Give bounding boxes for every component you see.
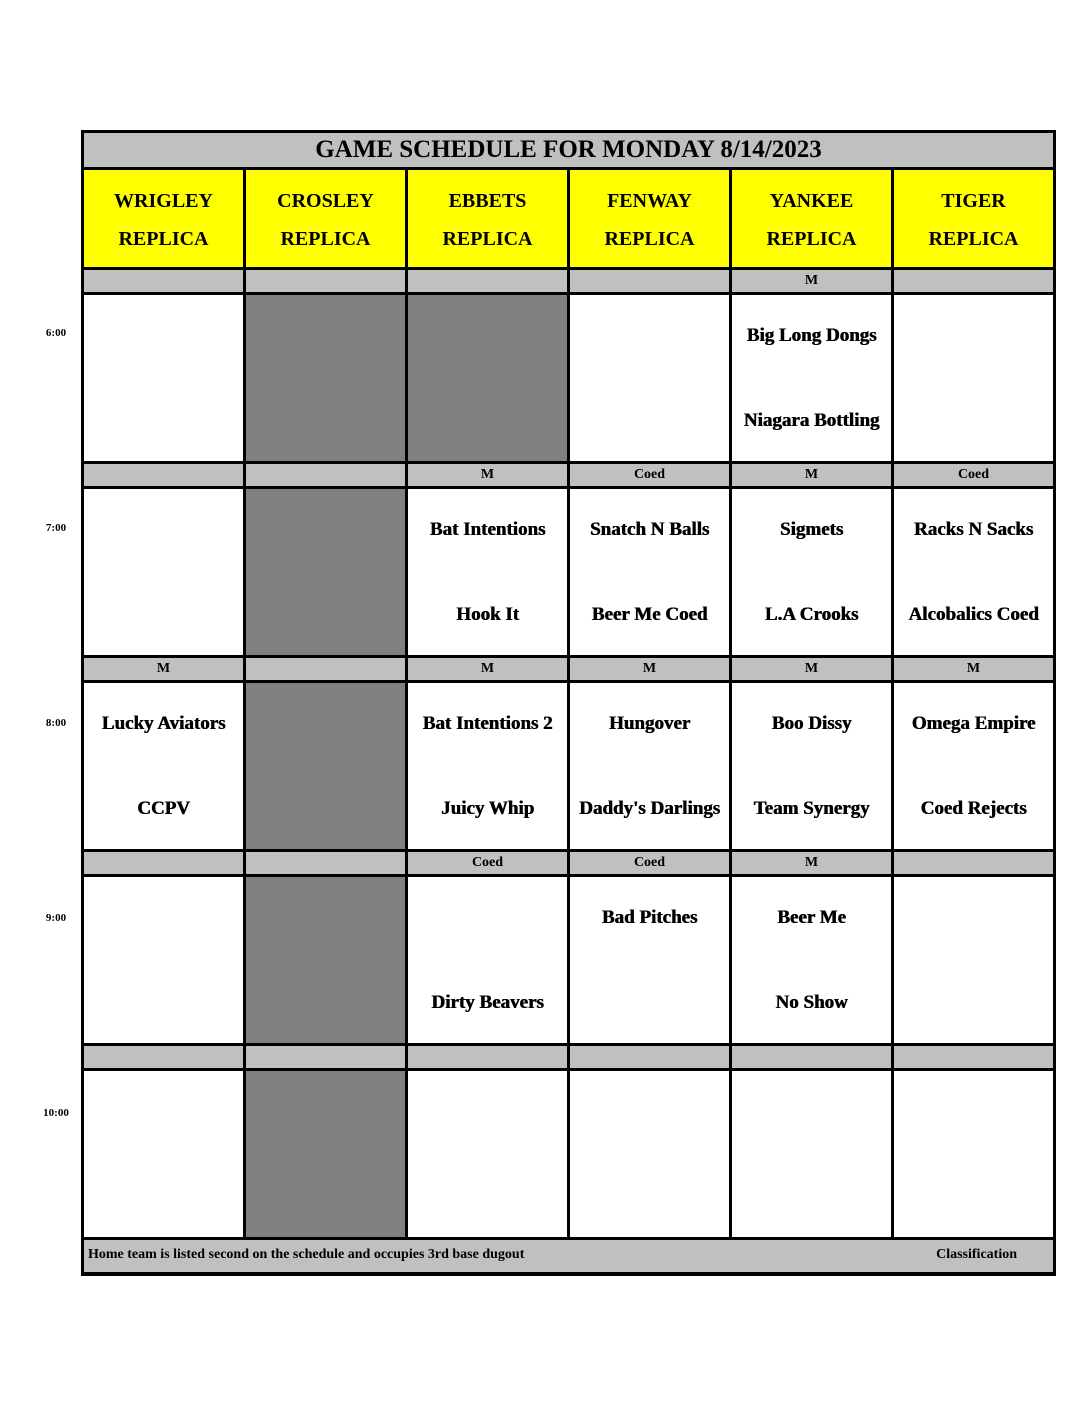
game-slot <box>894 295 1053 461</box>
classification-cell <box>570 1046 729 1068</box>
field-subname: REPLICA <box>442 228 533 250</box>
field-header-tiger <box>894 170 1053 267</box>
classification-cell <box>246 270 405 292</box>
classification-cell: M <box>732 270 891 292</box>
game-slot <box>894 877 1053 1043</box>
classification-cell <box>732 1046 891 1068</box>
home-team: CCPV <box>137 798 190 819</box>
game-slot <box>732 295 891 461</box>
classification-cell <box>894 1046 1053 1068</box>
classification-cell <box>84 270 243 292</box>
game-slot <box>732 1071 891 1237</box>
game-slot <box>732 683 891 849</box>
game-slot <box>570 1071 729 1237</box>
game-slot <box>408 1071 567 1237</box>
game-slot <box>570 683 729 849</box>
field-subname: REPLICA <box>118 228 209 250</box>
game-slot-unavailable <box>246 877 405 1043</box>
game-slot-unavailable <box>408 295 567 461</box>
away-team: Boo Dissy <box>771 713 852 734</box>
classification-cell <box>246 464 405 486</box>
classification-cell <box>84 464 243 486</box>
game-slot <box>84 295 243 461</box>
home-team: Juicy Whip <box>440 798 535 819</box>
home-team: Alcobalics Coed <box>908 604 1039 625</box>
schedule-title: GAME SCHEDULE FOR MONDAY 8/14/2023 <box>84 133 1053 167</box>
away-team: Racks N Sacks <box>913 519 1034 540</box>
game-slot <box>570 489 729 655</box>
game-slot <box>408 683 567 849</box>
time-label-8: 8:00 <box>45 717 67 729</box>
home-team: Niagara Bottling <box>743 410 880 431</box>
classification-legend: Classification <box>936 1247 1017 1262</box>
classification-cell <box>408 270 567 292</box>
classification-cell: M <box>732 658 891 680</box>
time-label-6: 6:00 <box>45 327 67 339</box>
field-header-crosley <box>246 170 405 267</box>
classification-cell <box>84 1046 243 1068</box>
time-label-10: 10:00 <box>43 1107 69 1119</box>
classification-cell: M <box>894 658 1053 680</box>
game-slot <box>84 489 243 655</box>
away-team: Omega Empire <box>911 713 1036 734</box>
classification-cell: M <box>408 464 567 486</box>
classification-cell: Coed <box>570 464 729 486</box>
field-header-wrigley <box>84 170 243 267</box>
classification-cell <box>246 1046 405 1068</box>
game-slot <box>894 1071 1053 1237</box>
away-team: Snatch N Balls <box>589 519 710 540</box>
classification-cell <box>894 270 1053 292</box>
game-slot <box>84 1071 243 1237</box>
field-name: CROSLEY <box>277 190 374 212</box>
home-team: Beer Me Coed <box>591 604 708 625</box>
field-header-ebbets <box>408 170 567 267</box>
away-team: Bat Intentions <box>429 519 546 540</box>
game-slot <box>732 489 891 655</box>
classification-cell: M <box>84 658 243 680</box>
classification-cell <box>246 852 405 874</box>
home-team: Daddy's Darlings <box>579 798 720 819</box>
field-subname: REPLICA <box>280 228 371 250</box>
field-subname: REPLICA <box>766 228 857 250</box>
game-slot <box>732 877 891 1043</box>
away-team: Beer Me <box>777 907 846 928</box>
classification-cell: Coed <box>570 852 729 874</box>
away-team: Bat Intentions 2 <box>422 713 553 734</box>
home-team: Dirty Beavers <box>431 992 544 1013</box>
classification-cell: M <box>732 852 891 874</box>
classification-cell: M <box>570 658 729 680</box>
field-name: WRIGLEY <box>114 190 213 212</box>
home-team-note: Home team is listed second on the schedule and occupies 3rd base dugout <box>88 1247 525 1262</box>
game-slot <box>408 877 567 1043</box>
classification-cell <box>84 852 243 874</box>
classification-cell: Coed <box>894 464 1053 486</box>
classification-cell <box>570 270 729 292</box>
field-name: TIGER <box>941 190 1006 212</box>
home-team: L.A Crooks <box>764 604 859 625</box>
classification-cell <box>894 852 1053 874</box>
field-name: FENWAY <box>607 190 692 212</box>
away-team: Big Long Dongs <box>746 325 877 346</box>
game-slot-unavailable <box>246 683 405 849</box>
schedule-table <box>81 130 1056 1276</box>
field-subname: REPLICA <box>604 228 695 250</box>
game-slot-unavailable <box>246 1071 405 1237</box>
field-name: EBBETS <box>448 190 527 212</box>
game-slot <box>408 489 567 655</box>
away-team: Hungover <box>608 713 691 734</box>
classification-cell <box>246 658 405 680</box>
game-slot <box>894 489 1053 655</box>
time-label-7: 7:00 <box>45 522 67 534</box>
time-label-9: 9:00 <box>45 912 67 924</box>
away-team: Sigmets <box>779 519 844 540</box>
field-name: YANKEE <box>769 190 854 212</box>
field-header-fenway <box>570 170 729 267</box>
classification-cell: M <box>408 658 567 680</box>
home-team: No Show <box>775 992 848 1013</box>
classification-cell <box>408 1046 567 1068</box>
game-slot <box>84 683 243 849</box>
home-team: Coed Rejects <box>920 798 1027 819</box>
game-slot-unavailable <box>246 295 405 461</box>
game-slot <box>570 295 729 461</box>
home-team: Team Synergy <box>753 798 870 819</box>
field-subname: REPLICA <box>928 228 1019 250</box>
schedule-footer <box>84 1240 1053 1272</box>
away-team: Lucky Aviators <box>101 713 226 734</box>
classification-cell: M <box>732 464 891 486</box>
game-slot-unavailable <box>246 489 405 655</box>
away-team: Bad Pitches <box>601 907 698 928</box>
classification-cell: Coed <box>408 852 567 874</box>
home-team: Hook It <box>456 604 519 625</box>
field-header-yankee <box>732 170 891 267</box>
game-slot <box>894 683 1053 849</box>
game-slot <box>570 877 729 1043</box>
game-slot <box>84 877 243 1043</box>
